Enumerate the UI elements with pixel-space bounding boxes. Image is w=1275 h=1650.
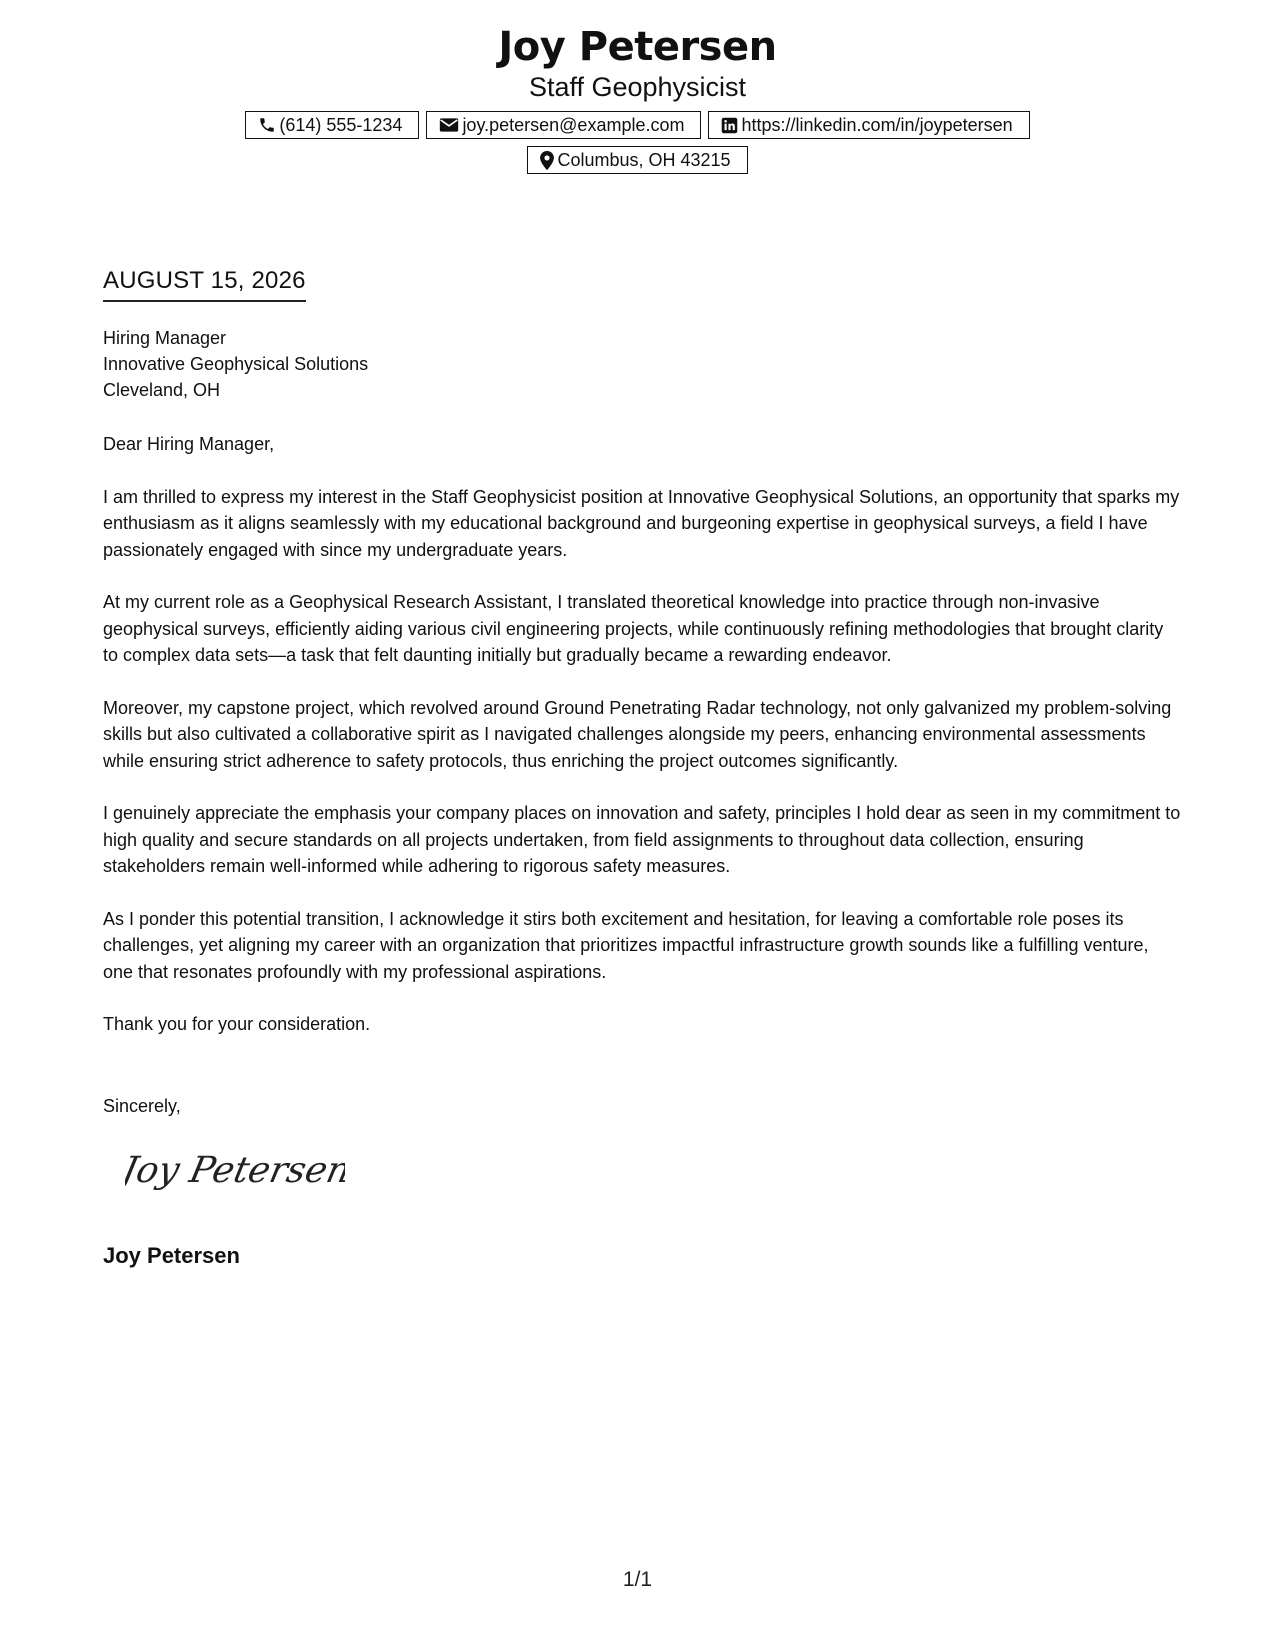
body-paragraph: Thank you for your consideration. <box>103 1014 371 1034</box>
letter-header <box>0 22 1275 174</box>
page-number: 1/1 <box>622 1568 653 1591</box>
email-chip[interactable] <box>426 111 701 139</box>
map-marker-icon <box>540 151 554 170</box>
recipient-line: Innovative Geophysical Solutions <box>103 354 369 374</box>
letter-body <box>103 431 1183 1064</box>
location-text: Columbus, OH 43215 <box>557 149 731 170</box>
linkedin-icon <box>721 117 738 134</box>
body-paragraph: At my current role as a Geophysical Research Assistant, I translated theoretical knowledge into practice through non-invasive geophysical surveys, efficiently aiding various civil engineering projects, while continuously refining methodologies that brought clarity to complex data sets—a task that felt daunting initially but gradually became a rewarding endeavor. <box>103 592 1164 665</box>
body-paragraph: As I ponder this potential transition, I acknowledge it stirs both excitement and hesitation, for leaving a comfortable role poses its challenges, yet aligning my career with an organization that prioritizes impactful infrastructure growth sounds like a fulfilling venture, one that resonates profoundly with my professional aspirations. <box>103 908 1149 982</box>
closing: Sincerely, <box>103 1096 181 1116</box>
contact-row-location <box>0 146 1275 174</box>
body-paragraph: I genuinely appreciate the emphasis your company places on innovation and safety, principles I hold dear as seen in my commitment to high quality and secure standards on all projects undertaken, from field assignments to throughout data collection, ensuring stakeholders remain well-informed while adhering to rigorous safety measures. <box>103 803 1181 876</box>
salutation: Dear Hiring Manager, <box>103 434 275 454</box>
envelope-icon <box>439 117 459 133</box>
letter-date: AUGUST 15, 2026 <box>103 266 306 302</box>
phone-icon <box>258 116 276 134</box>
recipient-line: Cleveland, OH <box>103 380 221 400</box>
phone-text: (614) 555-1234 <box>279 114 403 135</box>
contact-row <box>0 111 1275 139</box>
signer-name: Joy Petersen <box>103 1243 240 1268</box>
recipient-block <box>103 325 368 403</box>
applicant-title: Staff Geophysicist <box>528 72 747 102</box>
applicant-name: Joy Petersen <box>498 24 777 70</box>
signature-glyphs: Joy Petersen <box>125 1148 345 1191</box>
recipient-line: Hiring Manager <box>103 328 227 348</box>
body-paragraph: I am thrilled to express my interest in the Staff Geophysicist position at Innovative Geophysical Solutions, an opportunity that sparks my enthusiasm as it aligns seamlessly with my educational background and burgeoning expertise in geophysical surveys, a field I have passionately engaged with since my undergraduate years. <box>103 486 1180 560</box>
email-text: joy.petersen@example.com <box>462 114 685 135</box>
linkedin-chip[interactable] <box>708 111 1029 139</box>
location-chip <box>527 146 747 174</box>
phone-chip[interactable] <box>245 111 419 139</box>
signature-image <box>125 1140 345 1205</box>
body-paragraph: Moreover, my capstone project, which revolved around Ground Penetrating Radar technology, not only galvanized my problem-solving skills but also cultivated a collaborative spirit as I navigated challenges alongside my peers, enhancing environmental assessments while ensuring strict adherence to safety protocols, thus enriching the project outcomes significantly. <box>103 697 1172 771</box>
linkedin-text: https://linkedin.com/in/joypetersen <box>741 114 1013 135</box>
signature-graphic <box>125 1140 345 1200</box>
